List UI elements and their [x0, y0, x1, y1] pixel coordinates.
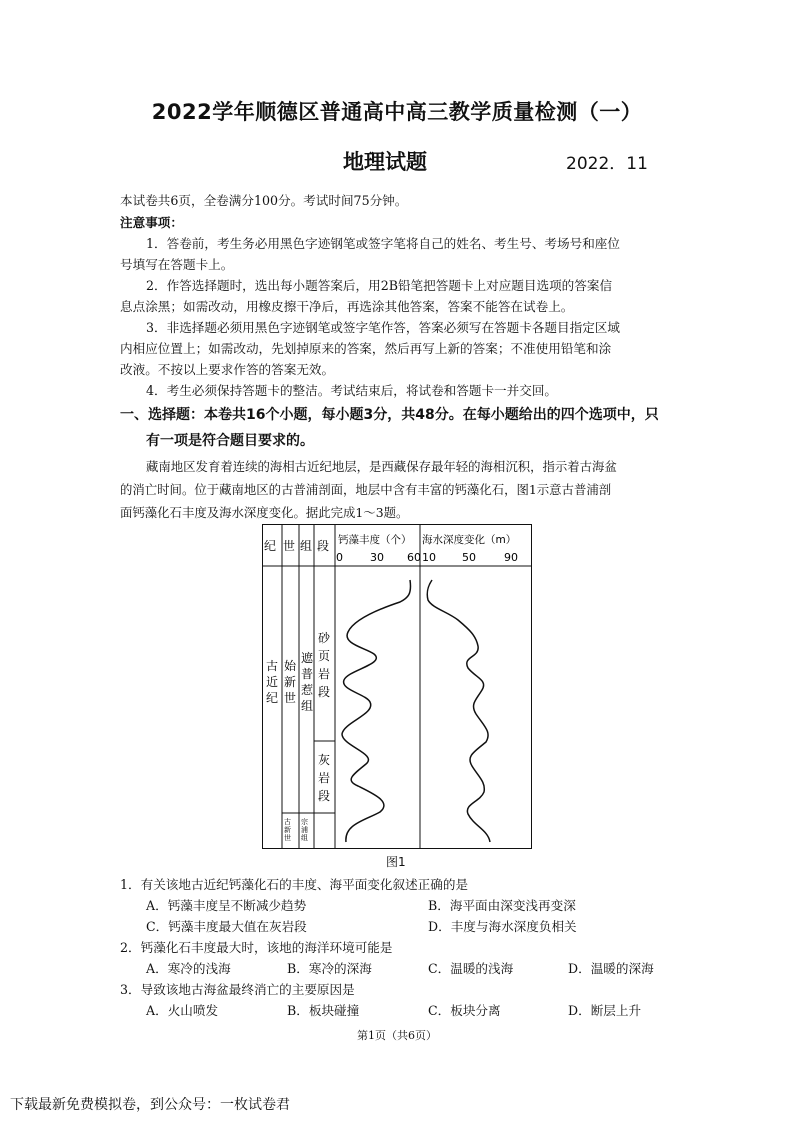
svg-text:遮普惹组: 遮普惹组 — [301, 651, 314, 713]
notice-line: 4．考生必须保持答题卡的整洁。考试结束后，将试卷和答题卡一并交回。 — [146, 383, 558, 398]
shi-label — [284, 658, 297, 705]
question-1-option-a: A．钙藻丰度呈不断减少趋势 — [146, 898, 307, 913]
duan1-label — [318, 630, 331, 699]
duan2-label — [318, 753, 330, 803]
page-footer: 第1页（共6页） — [357, 1029, 437, 1042]
notice-line: 内相应位置上；如需改动，先划掉原来的答案，然后再写上新的答案；不准使用铅笔和涂 — [120, 341, 612, 356]
intro-line: 的消亡时间。位于藏南地区的古普浦剖面，地层中含有丰富的钙藻化石，图1示意古普浦剖 — [120, 482, 612, 497]
svg-text:始新世: 始新世 — [284, 659, 297, 705]
header-shi: 世 — [283, 539, 296, 553]
tick-abundance: 60 — [407, 551, 421, 564]
question-3-option-d: D．断层上升 — [568, 1003, 642, 1018]
tick-depth: 90 — [504, 551, 518, 564]
svg-text:古新世: 古新世 — [284, 818, 291, 842]
tick-abundance: 0 — [336, 551, 343, 564]
intro-line: 面钙藻化石丰度及海水深度变化。据此完成1～3题。 — [120, 505, 409, 520]
ji-label — [266, 658, 278, 705]
exam-info: 本试卷共6页，全卷满分100分。考试时间75分钟。 — [120, 193, 408, 208]
section-heading-cont: 有一项是符合题目要求的。 — [146, 433, 314, 449]
question-3-option-a: A．火山喷发 — [146, 1003, 219, 1018]
question-2-option-c: C．温暖的浅海 — [428, 961, 514, 976]
notice-line: 改液。不按以上要求作答的答案无效。 — [120, 362, 335, 377]
bottom-zu-label — [301, 817, 308, 842]
svg-text:宗浦组: 宗浦组 — [301, 818, 308, 842]
exam-date: 2022．11 — [566, 154, 648, 174]
header-depth: 海水深度变化（m） — [422, 534, 517, 546]
question-3-stem: 3．导致该地古海盆最终消亡的主要原因是 — [120, 982, 355, 997]
section-heading: 一、选择题：本卷共16个小题，每小题3分，共48分。在每小题给出的四个选项中，只 — [120, 407, 659, 423]
notice-heading: 注意事项： — [120, 215, 183, 230]
question-2-option-d: D．温暖的深海 — [568, 961, 654, 976]
subject-title: 地理试题 — [343, 150, 427, 174]
zu-label — [301, 651, 314, 713]
tick-depth: 50 — [462, 551, 476, 564]
exam-title: 2022学年顺德区普通高中高三教学质量检测（一） — [151, 100, 643, 124]
svg-text:灰岩段: 灰岩段 — [318, 753, 331, 803]
intro-line: 藏南地区发育着连续的海相古近纪地层，是西藏保存最年轻的海相沉积，指示着古海盆 — [146, 459, 617, 474]
promo-text: 下载最新免费模拟卷，到公众号：一枚试卷君 — [10, 1097, 290, 1113]
question-2-option-b: B．寒冷的深海 — [287, 961, 372, 976]
header-abundance: 钙藻丰度（个） — [338, 534, 412, 546]
notice-line: 3．非选择题必须用黑色字迹钢笔或签字笔作答，答案必须写在答题卡各题目指定区域 — [146, 320, 620, 335]
question-2-option-a: A．寒冷的浅海 — [146, 961, 231, 976]
header-duan: 段 — [317, 539, 330, 553]
header-zu: 组 — [300, 539, 313, 553]
depth-curve — [427, 580, 490, 842]
notice-line: 1．答卷前，考生务必用黑色字迹钢笔或签字笔将自己的姓名、考生号、考场号和座位 — [146, 236, 620, 251]
notice-line: 息点涂黑；如需改动，用橡皮擦干净后，再选涂其他答案，答案不能答在试卷上。 — [120, 299, 574, 314]
figure-1-strata-chart — [262, 524, 532, 849]
bottom-shi-label — [284, 817, 291, 842]
question-1-option-c: C．钙藻丰度最大值在灰岩段 — [146, 919, 307, 934]
question-2-stem: 2．钙藻化石丰度最大时，该地的海洋环境可能是 — [120, 940, 393, 955]
svg-text:古近纪: 古近纪 — [266, 659, 279, 705]
question-3-option-c: C．板块分离 — [428, 1003, 501, 1018]
tick-abundance: 30 — [370, 551, 384, 564]
question-1-stem: 1．有关该地古近纪钙藻化石的丰度、海平面变化叙述正确的是 — [120, 877, 469, 892]
abundance-curve — [342, 580, 411, 842]
header-ji: 纪 — [264, 539, 277, 553]
question-3-option-b: B．板块碰撞 — [287, 1003, 360, 1018]
question-1-option-d: D．丰度与海水深度负相关 — [428, 919, 577, 934]
tick-depth: 10 — [422, 551, 436, 564]
notice-line: 号填写在答题卡上。 — [120, 257, 234, 272]
question-1-option-b: B．海平面由深变浅再变深 — [428, 898, 576, 913]
notice-line: 2．作答选择题时，选出每小题答案后，用2B铅笔把答题卡上对应题目选项的答案信 — [146, 278, 613, 293]
figure-caption: 图1 — [386, 855, 406, 869]
svg-text:砂页岩段: 砂页岩段 — [318, 631, 331, 699]
